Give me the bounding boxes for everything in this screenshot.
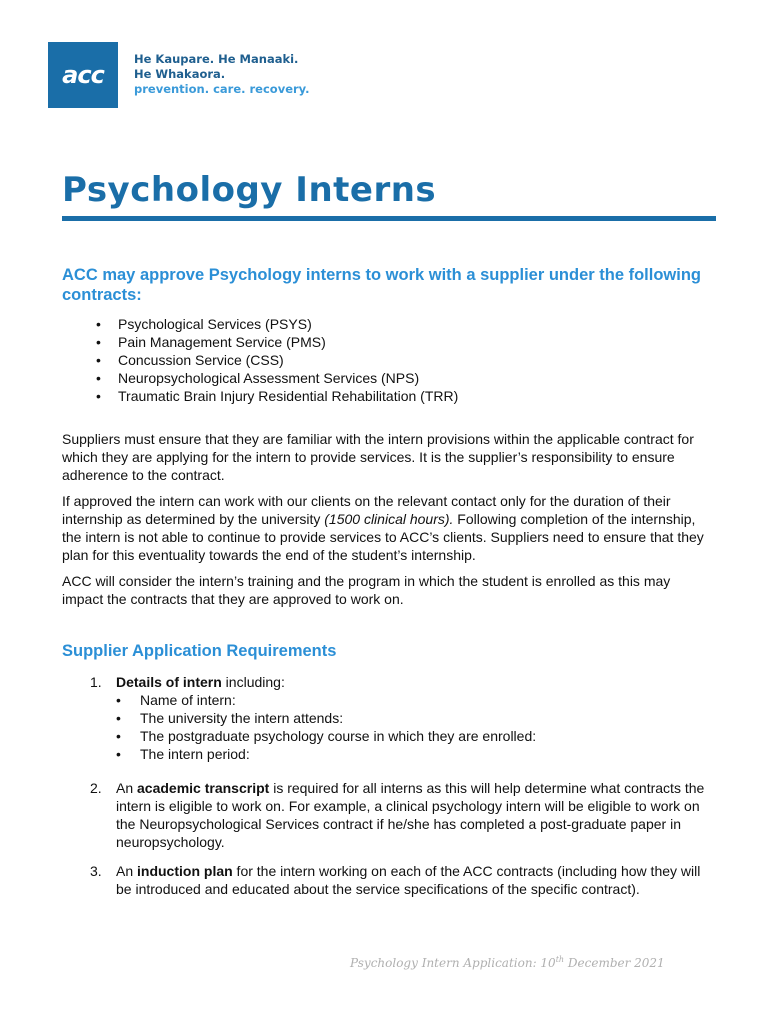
requirement-1 <box>90 673 715 763</box>
list-item: • Psychological Services (PSYS) <box>96 315 458 333</box>
acc-logo-mark: acc <box>62 61 104 89</box>
paragraph-training: ACC will consider the intern’s training and the program in which the student is enrolled as this may impact the contracts that they are approved to work on. <box>62 573 671 607</box>
requirement-number: 3. <box>90 863 102 879</box>
requirement-bold: academic transcript <box>137 780 270 796</box>
paragraph-approval-end: Following completion of the internship, the intern is not able to continue to provide services to ACC’s clients. Suppliers need to ensure that they plan for this eventuality towards the end of the student’s internship. <box>62 511 704 563</box>
intern-details-list <box>116 691 715 763</box>
requirement-3 <box>90 862 715 898</box>
list-item: • Pain Management Service (PMS) <box>96 333 458 351</box>
footer-ordinal: th <box>555 955 565 964</box>
tagline-line-3: prevention. care. recovery. <box>134 82 310 96</box>
requirement-bold: Details of intern <box>116 674 222 690</box>
requirement-number: 2. <box>90 780 102 796</box>
tagline-line-2: He Whakaora. <box>134 67 226 81</box>
paragraph-approval-start: If approved the intern can work with our clients on the relevant contact only for the duration of their internship as determined by the university <box>62 493 671 527</box>
list-item: • Traumatic Brain Injury Residential Rehabilitation (TRR) <box>96 387 458 405</box>
section-heading: Supplier Application Requirements <box>62 642 337 660</box>
intro-heading: ACC may approve Psychology interns to work with a supplier under the following contracts: <box>62 266 702 304</box>
list-item: • The postgraduate psychology course in which they are enrolled: <box>116 727 715 745</box>
footer-prefix: Psychology Intern Application: 10 <box>350 956 556 970</box>
contracts-list <box>96 315 458 405</box>
list-item: • Neuropsychological Assessment Services (NPS) <box>96 369 458 387</box>
requirement-2 <box>90 779 715 851</box>
footer-suffix: December 2021 <box>564 956 665 970</box>
logo-tagline <box>134 52 309 97</box>
acc-logo <box>48 42 118 108</box>
list-item: • Name of intern: <box>116 691 715 709</box>
title-divider <box>62 216 716 221</box>
requirement-bold: induction plan <box>137 863 233 879</box>
clinical-hours-note: (1500 clinical hours). <box>324 511 454 527</box>
requirement-text: including: <box>221 674 285 690</box>
requirement-text: for the intern working on each of the ACC contracts (including how they will be introduced and educated about the service specifications of the specific contract). <box>116 863 701 897</box>
requirement-text: is required for all interns as this will help determine what contracts the intern is eligible to work on. For example, a clinical psychology intern will be eligible to work on the Neuropsychological Services contract if he/she has completed a post-graduate paper in neuropsychology. <box>116 780 705 850</box>
page-footer <box>350 955 665 970</box>
paragraph-familiarity: Suppliers must ensure that they are familiar with the intern provisions within the applicable contract for which they are applying for the intern to provide services. It is the supplier’s responsibility to ensure adherence to the contract. <box>62 431 694 483</box>
requirement-number: 1. <box>90 674 102 690</box>
requirement-prefix: An <box>116 863 138 879</box>
list-item: • The university the intern attends: <box>116 709 715 727</box>
page-title: Psychology Interns <box>62 170 437 210</box>
requirement-prefix: An <box>116 780 138 796</box>
list-item: • The intern period: <box>116 745 715 763</box>
list-item: • Concussion Service (CSS) <box>96 351 458 369</box>
paragraph-approval <box>62 492 712 564</box>
tagline-line-1: He Kaupare. He Manaaki. <box>134 52 299 66</box>
